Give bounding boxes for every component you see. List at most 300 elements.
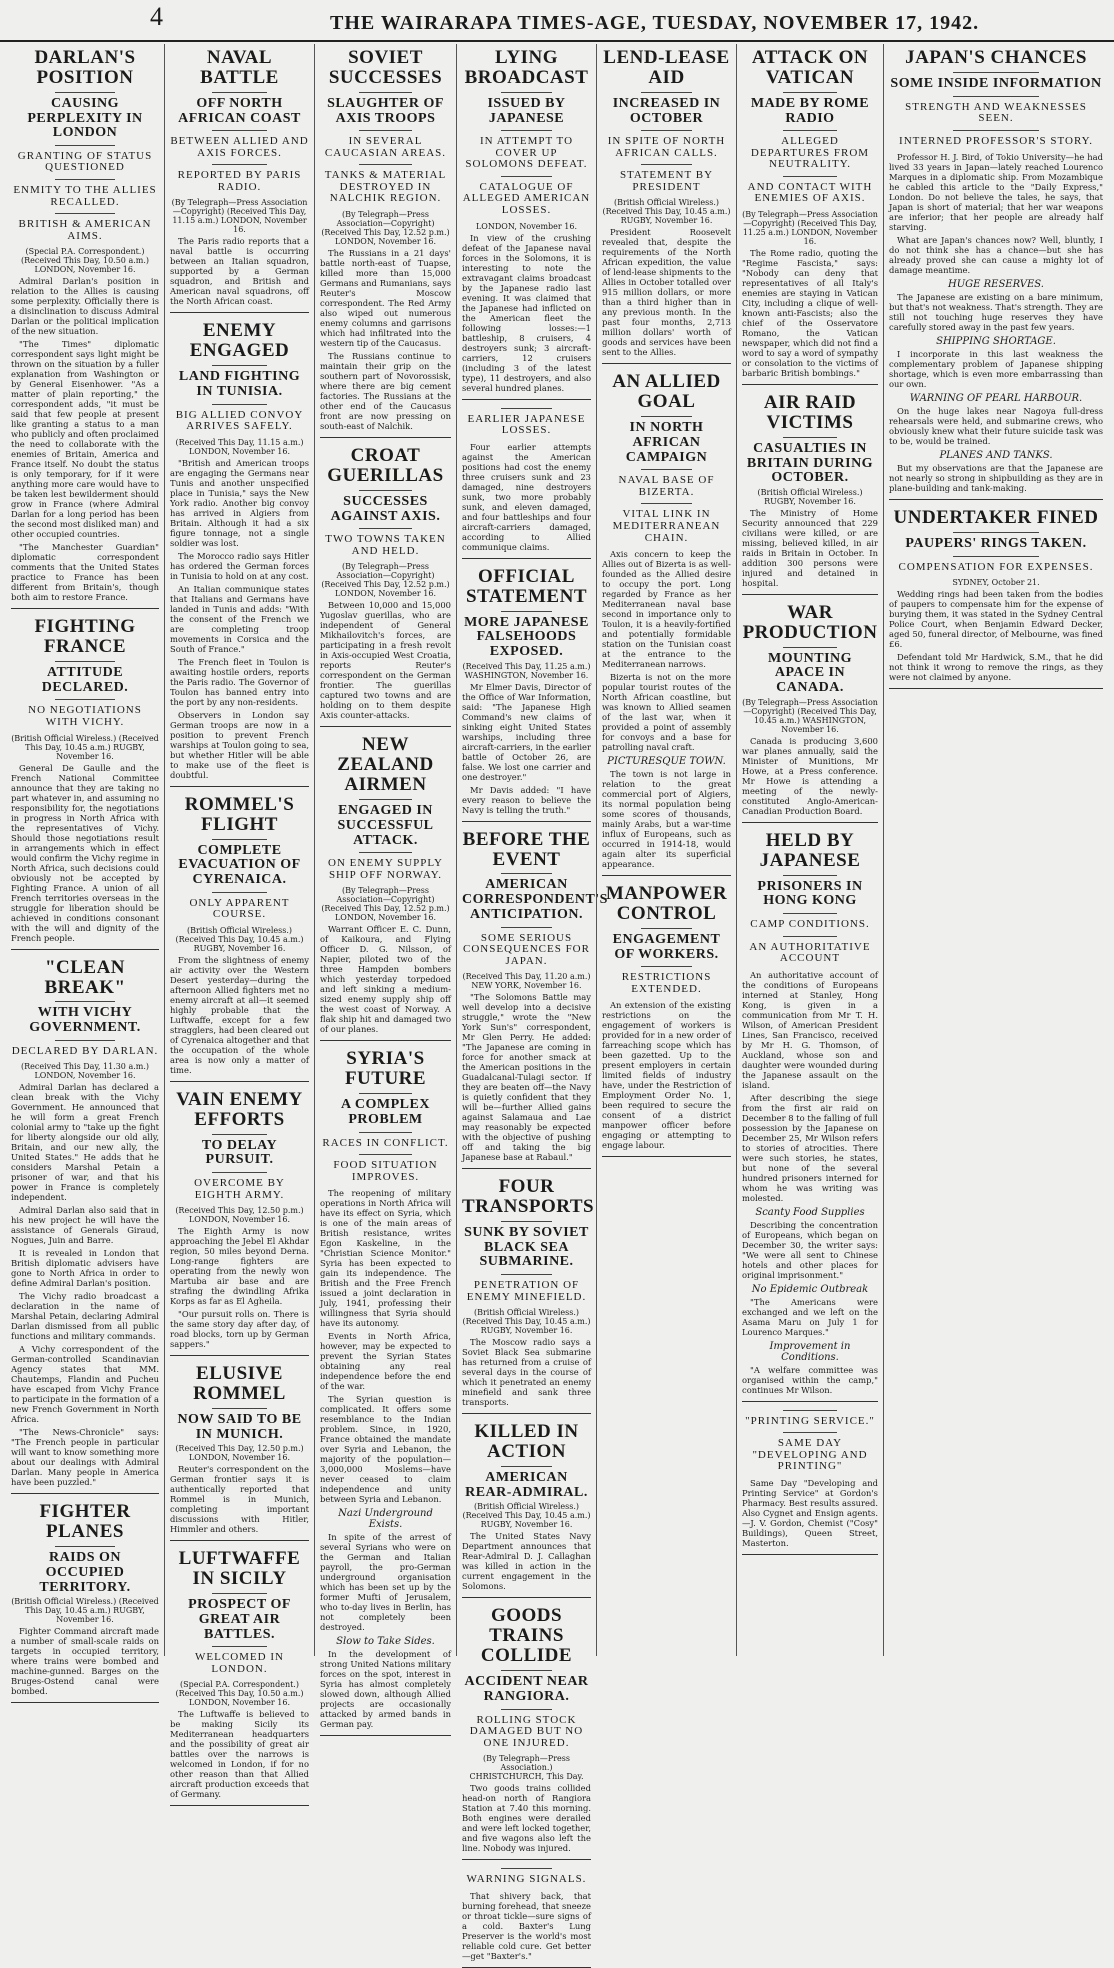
story-dateline: (Special P.A. Correspondent.) (Received This Day, 10.50 a.m.) LONDON, November 16. [175,1680,304,1708]
story-deck: TWO TOWNS TAKEN AND HELD. [325,533,446,557]
story-deck: AMERICAN CORRESPONDENT'S ANTICIPATION. [462,877,608,922]
story-paragraph: General De Gaulle and the French National Committee announce that they are taking no part whatever in, and assuming no responsibility for, the negotiations in progress in North Africa with the representatives of Vichy. Should those negotiations result in arrangements which in effect would confirm the Vichy regime in North Africa, such decisions could obviously not be accepted by Fighting France. A union of all French territories overseas in the struggle for liberation should be achieved in conditions consonant with the will and dignity of the French people. [11,762,159,943]
story-dateline: (By Telegraph—Press Association.) CHRISTCHURCH, This Day. [469,1754,584,1782]
headline-rule [55,179,114,180]
story-divider [170,786,309,787]
story-deck: LAND FIGHTING IN TUNISIA. [178,369,301,399]
story [170,1364,309,1541]
headline-rule [55,213,114,214]
story-deck: BRITISH & AMERICAN AIMS. [18,218,152,242]
headline-rule [783,176,837,177]
headline-rule [212,130,268,131]
story-headline: CROAT GUERILLAS [327,444,444,486]
headline-rule [783,647,837,648]
story-paragraph: Events in North Africa, however, may be expected to prevent the Syrian States obtaining any real independence before the end of the war. [320,1331,451,1392]
story-paragraph: Wedding rings had been taken from the bodies of paupers to compensate him for the expense of burying them, it was stated in the Sydney Central Police Court, when Benjamin Edward Decker, aged 50, funeral director, of Melbourne, was fined £6. [889,589,1103,650]
story [170,321,309,786]
story-paragraph: The Russians in a 21 days' battle north-east of Tuapse, killed more than 15,000 Germans and Rumanians, says Reuter's Moscow correspondent. The Red Army also wiped out numerous enemy columns and garrisons which had infiltrated into the western tip of the Caucasus. [320,247,451,348]
story-dateline: (British Official Wireless.) (Received This Day, 10.45 a.m.) RUGBY, November 16. [462,1502,591,1530]
story-paragraph: A Vichy correspondent of the German-controlled Scandinavian Agency states that MM. Chautemps, Flandin and Pucheu have escaped from Vichy France to participate in the formation of a new French Government in North Africa. [11,1344,159,1425]
column-7 [883,44,1108,1656]
story-headline: DARLAN'S POSITION [34,47,136,88]
story [462,48,591,400]
story-deck: PRISONERS IN HONG KONG [757,878,863,909]
story-paragraph: That shivery back, that burning forehead, that sneeze or throat tickle—sure signs of a cold. Baxter's Lung Preserver is the world's most reliable cold cure. Get better—get "Baxter's." [462,1890,591,1961]
headline-rule [55,1001,114,1002]
story-paragraph: The Eighth Army is now approaching the Jebel El Akhdar region, 50 miles beyond Derna. Long-range fighters are operating from the newly won Martuba air base and are strafing the dwindling Afrika Korps as far as El Agheila. [170,1226,309,1307]
story-headline: VAIN ENEMY EFFORTS [176,1088,303,1130]
story-paragraph: Mr Davis added: "I have every reason to believe the Navy is telling the truth." [462,784,591,815]
story-paragraph: The Syrian question is complicated. It offers some resemblance to the Indian problem. Since, in 1920, France obtained the mandate over Syria and Lebanon, the majority of the population—3,000,000 Moslems—have never ceased to claim independence and unity between Syria and Lebanon. [320,1394,451,1505]
headline-rule [55,1546,114,1547]
story-deck: VITAL LINK IN MEDITERRANEAN CHAIN. [612,508,721,544]
story-divider [742,384,878,385]
headline-rule [359,1132,411,1133]
headline-rule [501,1670,553,1671]
story-paragraph: Defendant told Mr Hardwick, S.M., that he did not think it wrong to remove the rings, as they were not claimed by anyone. [889,652,1103,683]
story-deck: IN ATTEMPT TO COVER UP SOLOMONS DEFEAT. [465,135,588,171]
headline-rule [55,1040,114,1041]
story-dateline: (By Telegraph—Press Association—Copyright) (Received This Day, 12.52 p.m.) LONDON, November 16. [321,562,450,599]
story-paragraph: "A welfare committee was organised within the camp," continues Mr Wilson. [742,1364,878,1395]
story-deck: IN SEVERAL CAUCASIAN AREAS. [324,135,447,159]
story-dateline: (British Official Wireless.) (Received This Day, 10.45 a.m.) RUGBY, November 16. [11,733,159,761]
story-paragraph: The reopening of military operations in North Africa will have its effect on Syria, which is one of the main areas of British resistance, writes Egon Kaskeline, in the "Christian Science Monitor." Syria has been expected to gain its independence. The British and the Free French issued a joint declaration in July, 1941, professing their willingness that Syria should have its autonomy. [320,1188,451,1329]
story-paragraph: "British and American troops are engaging the Germans near Tunis and another unspecified place in Tunisia," says the New York radio. Another big convoy has arrived in Algiers from Britain. Although it had a six figure tonnage, not a single soldier was lost. [170,457,309,548]
story [170,795,309,1082]
story-divider [742,594,878,595]
page-number: 4 [150,2,163,31]
story-subhead: WARNING OF PEARL HARBOUR. [909,393,1083,405]
story-paragraph: The French fleet in Toulon is awaiting hostile orders, reports the Paris radio. The Governor of Toulon has banned entry into the port by any non-residents. [170,656,309,707]
headline-rule [953,96,1039,97]
story-deck: ENGAGED IN SUCCESSFUL ATTACK. [337,803,434,848]
story-deck: SOME INSIDE INFORMATION [890,75,1102,91]
story-paragraph: Warrant Officer E. C. Dunn, of Kaikoura, and Flying Officer D. G. Nilsson, of Napier, piloted two of the three Hampden bombers which yesterday torpedoed and left sinking a medium-sized enemy supply ship off the west coast of Norway. A flak ship hit and damaged two of our planes. [320,924,451,1035]
story-paragraph: Between 10,000 and 15,000 Yugoslav guerillas, who are independent of General Mikhailovitch's forces, are participating in a fresh revolt in Axis-occupied West Croatia, reports Reuter's correspondent on the German frontier. The guerillas captured two towns and are holding on to them despite Axis counter-attacks. [320,600,451,721]
story-deck: AN AUTHORITATIVE ACCOUNT [749,940,871,965]
story [742,603,878,823]
story-divider [11,1702,159,1703]
story-deck: TANKS & MATERIAL DESTROYED IN NALCHIK REGION. [324,169,447,205]
story-deck: ISSUED BY JAPANESE [487,95,566,126]
headline-rule [359,164,411,165]
story-deck: CAUSING PERPLEXITY IN LONDON [27,95,143,141]
story-deck: "PRINTING SERVICE." [745,1414,875,1427]
headline-rule [359,528,411,529]
story-deck: AND CONTACT WITH ENEMIES OF AXIS. [747,180,873,205]
story-divider [170,312,309,313]
story-divider [742,1554,878,1555]
headline-rule [212,1172,268,1173]
story-paragraph: "The Solomons Battle may well develop into a decisive struggle," wrote the "New York Sun's" correspondent, Mr Glen Perry. He added: "The Japanese are coming in force for another smack at the American positions in the Guadalcanal-Tulagi sector. If they are beaten off—the Navy is quietly confident that they will be—further Allied gains against Salamaua and Lae may reasonably be expected with the objective of pushing off and taking the big Japanese base at Rabaul." [462,992,591,1163]
story-subhead: Slow to Take Sides. [336,1636,435,1648]
story-divider [889,499,1103,500]
story-headline: UNDERTAKER FINED [893,507,1099,529]
story-deck: NOW SAID TO BE IN MUNICH. [177,1412,302,1442]
story-deck: WARNING SIGNALS. [466,1873,587,1886]
headline-rule [501,92,553,93]
headline-rule [641,928,693,929]
story-divider [11,949,159,950]
story-deck: MADE BY ROME RADIO [750,95,870,126]
story [742,1410,878,1555]
columns-container [6,44,1108,1961]
story-headline: AIR RAID VICTIMS [763,391,857,433]
story-paragraph: Describing the concentration of Europeans, which began on December 30, the writer says: "We were all sent to Chinese hotels and other places for original imprisonment." [742,1219,878,1280]
story-paragraph: In the development of strong United Nations military forces on the spot, interest in Syria has almost completely slowed down, although Allied projects are occasionally attacked by armed bands in German pay. [320,1649,451,1730]
headline-rule [212,365,268,366]
story-dateline: (Received This Day, 11.15 a.m.) LONDON, November 16. [175,437,304,456]
story [320,48,451,438]
headline-rule [359,92,411,93]
story-subhead: Nazi Underground Exists. [338,1508,433,1531]
headline-rule [501,1221,553,1222]
story-headline: SYRIA'S FUTURE [344,1048,427,1090]
headline-rule [641,966,693,967]
story-deck: ON ENEMY SUPPLY SHIP OFF NORWAY. [328,857,443,881]
story-subhead: HUGE RESERVES. [948,279,1044,291]
story-paragraph: The Rome radio, quoting the "Regime Fascista," says: "Nobody can deny that representatives of all Italy's enemies are staying in Vatican City, including a clique of well-known anti-Fascists; also the chief of the Osservatore Romano, the Vatican newspaper, which did not find a word to say a word of sympathy or consolation to the victims of barbaric British bombings." [742,247,878,378]
story-divider [742,822,878,823]
story-deck: BETWEEN ALLIED AND AXIS FORCES. [170,135,309,159]
story [462,1606,591,1860]
story-dateline: (Special P.A. Correspondent.) (Received This Day, 10.50 a.m.) LONDON, November 16. [21,247,149,275]
story-paragraph: The Russians continue to maintain their grip on the southern part of Novorossisk, where there are big cement factories. The Russians at the other end of the Caucasus front are now pressing on south-east of Nalchik. [320,350,451,431]
story-paragraph: The Ministry of Home Security announced that 229 civilians were killed, or are missing, believed killed, in air raids in Britain in October. In addition 300 persons were injured and detained in hospital. [742,507,878,588]
story-paragraph: On the huge lakes near Nagoya full-dress rehearsals were held, and submarine crews, who obviously knew what their future suicide task was to be, would be trained. [889,406,1103,447]
story-dateline: (Received This Day, 11.25 a.m.) WASHINGTON, November 16. [462,661,591,680]
story-dateline: SYDNEY, October 21. [952,578,1040,588]
story-deck: NO NEGOTIATIONS WITH VICHY. [28,704,142,729]
story-paragraph: What are Japan's chances now? Well, bluntly, I do not think she has a chance—but she has already proved she can cause a mighty lot of damage meantime. [889,235,1103,276]
story-dateline: (British Official Wireless.) (Received This Day, 10.45 a.m.) RUGBY, November 16. [11,1597,159,1625]
story-paragraph: Axis concern to keep the Allies out of Bizerta is as well-founded as the Allied desire to occupy the port. Long regarded by France as her Mediterranean naval base second in importance only to Toulon, it is a heavily-fortified and potentially formidable station on the Tunisian coast at the entrance to the Mediterranean narrows. [602,549,731,670]
story-deck: RAIDS ON OCCUPIED TERRITORY. [39,1550,131,1595]
story-divider [602,363,731,364]
story-dateline: (By Telegraph—Press Association—Copyright) (Received This Day, 10.45 a.m.) WASHINGTON, November 16. [742,697,878,734]
story-headline: FIGHTER PLANES [39,1501,131,1543]
story-divider [462,399,591,400]
story-deck: COMPLETE EVACUATION OF CYRENAICA. [178,842,301,888]
headline-rule [641,469,693,470]
story-deck: MORE JAPANESE FALSEHOODS EXPOSED. [464,614,589,659]
story-divider [320,726,451,727]
story-divider [170,1540,309,1541]
story-deck: OVERCOME BY EIGHTH ARMY. [194,1177,285,1201]
story-divider [462,1168,591,1169]
story-deck: AMERICAN REAR-ADMIRAL. [465,1470,588,1500]
story-dateline: (By Telegraph—Press Association—Copyright) (Received This Day, 11.25 a.m.) LONDON, November 16. [742,209,878,246]
story-headline: NAVAL BATTLE [200,47,279,88]
story-dateline: (British Official Wireless.) (Received This Day, 10.45 a.m.) RUGBY, November 16. [462,1308,591,1336]
story-headline: FIGHTING FRANCE [34,616,136,658]
column-5 [596,44,736,1656]
story [889,48,1103,500]
story-deck: ROLLING STOCK DAMAGED BUT NO ONE INJURED. [469,1713,584,1749]
story-paragraph: The Morocco radio says Hitler has ordered the German forces in Tunisia to hold on at any cost. [170,550,309,581]
story [742,48,878,385]
story-subhead: PICTURESQUE TOWN. [607,756,726,768]
headline-rule [783,913,837,914]
story-deck: CAMP CONDITIONS. [750,918,870,931]
story-deck: WELCOMED IN LONDON. [195,1651,284,1675]
story-deck: CATALOGUE OF ALLEGED AMERICAN LOSSES. [462,180,591,216]
story-divider [320,1735,451,1736]
story-paragraph: From the slightness of enemy air activity over the Western Desert yesterday—during the afternoon Allied fighters met no enemy aircraft at all—it seemed highly probable that the Luftwaffe, except for a few stragglers, had been cleared out of Cyrenaica altogether and that the occupation of the whole area is now only a matter of time. [170,954,309,1075]
column-2 [164,44,314,1800]
story-subhead: Improvement in Conditions. [769,1340,851,1363]
story [170,48,309,313]
headline-rule [359,130,411,131]
headline-rule [212,1408,268,1409]
story [462,1868,591,1968]
story-dateline: (British Official Wireless.) (Received This Day, 10.45 a.m.) RUGBY, November 16. [602,198,731,226]
story-headline: KILLED IN ACTION [474,1421,579,1463]
story-deck: NAVAL BASE OF BIZERTA. [618,474,715,498]
story-deck: TO DELAY PURSUIT. [201,1137,278,1168]
headline-rule [501,611,553,612]
story-paragraph: "The Manchester Guardian" diplomatic correspondent comments that the United States practice to France has been different from Britain's, though both aim to restore France. [11,542,159,603]
headline-rule [953,532,1039,533]
headline-rule [212,92,268,93]
story-headline: BEFORE THE EVENT [462,828,591,870]
story-paragraph: Admiral Darlan has declared a clean break with the Vichy Government. He announced that he will form a great French colonial army to "take up the fight for liberty alongside our old ally, Britain, and our new ally, the United States." He adds that he considers Marshal Petain a prisoner of war, and that his power in France is completely independent. [11,1082,159,1203]
story-paragraph: The Paris radio reports that a naval battle is occurring between an Italian squadron, supported by a German squadron, and British and American naval squadrons, off the North African coast. [170,236,309,307]
story [11,48,159,609]
story-divider [320,1040,451,1041]
story-dateline: (Received This Day, 12.50 p.m.) LONDON, November 16. [175,1206,304,1225]
story-paragraph: Admiral Darlan's position in relation to the Allies is causing some perplexity. Officially there is a disinclination to discuss Admiral Darlan or the political implication of the new situation. [11,276,159,337]
story [11,958,159,1495]
story-deck: SUNK BY SOVIET BLACK SEA SUBMARINE. [464,1225,589,1270]
story-deck: ENGAGEMENT OF WORKERS. [612,931,721,962]
story-deck: SOME SERIOUS CONSEQUENCES FOR JAPAN. [463,931,590,967]
story-deck: GRANTING OF STATUS QUESTIONED [17,149,153,174]
story-deck: PAUPERS' RINGS TAKEN. [905,536,1087,552]
headline-rule [359,852,411,853]
story-headline: WAR PRODUCTION [742,601,878,643]
story [11,1502,159,1703]
story-deck: WITH VICHY GOVERNMENT. [29,1005,141,1036]
headline-rule [641,164,693,165]
headline-rule [212,1593,268,1594]
story-dateline: (Received This Day, 11.20 a.m.) NEW YORK, November 16. [462,972,591,991]
masthead-title: THE WAIRARAPA TIMES-AGE, TUESDAY, NOVEMBER 17, 1942. [330,12,980,34]
story-subhead: SHIPPING SHORTAGE. [936,336,1056,348]
story [602,372,731,876]
story-paragraph: I incorporate in this last weakness the complementary problem of Japanese shipping shortage, which is even more embarrassing than our own. [889,349,1103,390]
headline-rule [783,130,837,131]
story-paragraph: The Moscow radio says a Soviet Black Sea submarine has returned from a cruise of several days in the course of which it penetrated an enemy minefield and sank three transports. [462,1337,591,1408]
story [462,828,608,1170]
story [742,831,878,1402]
headline-rule [783,92,837,93]
story [11,617,159,949]
story-deck: A COMPLEX PROBLEM [341,1097,430,1127]
story-divider [170,1805,309,1806]
story [742,393,878,595]
headline-rule [212,164,268,165]
story-headline: ELUSIVE ROMMEL [193,1363,286,1405]
story-headline: OFFICIAL STATEMENT [466,565,587,607]
story-divider [462,1597,591,1598]
headline-rule [501,1868,553,1869]
column-6 [736,44,883,1656]
story-deck: MOUNTING APACE IN CANADA. [767,650,853,696]
story-deck: FOOD SITUATION IMPROVES. [333,1159,438,1183]
story-paragraph: The town is not large in relation to the great commercial port of Algiers, its normal population being some scores of thousands, mainly Arabs, but a war-time influx of Europeans, such as occurred in 1914-18, would again alter its superficial appearance. [602,769,731,870]
story-deck: RESTRICTIONS EXTENDED. [621,971,712,995]
headline-rule [783,437,837,438]
story-dateline: (British Official Wireless.) RUGBY, November 16. [757,487,863,506]
story-paragraph: It is revealed in London that British diplomatic advisers have gone to North Africa in order to define Admiral Darlan's position. [11,1248,159,1289]
story-headline: LYING BROADCAST [464,47,589,88]
masthead [0,0,1114,42]
story-paragraph: The United States Navy Department announces that Rear-Admiral D. J. Callaghan was killed in action in the current engagement in the Solomons. [462,1531,591,1592]
story-headline: FOUR TRANSPORTS [462,1176,595,1218]
story-deck: STRENGTH AND WEAKNESSES SEEN. [905,100,1087,125]
story-paragraph: In view of the crushing defeat of the Japanese naval forces in the Solomons, it is interesting to note the extravagant claims broadcast by the Japanese radio last evening. It was claimed that the Japanese had inflicted on the American fleet the following losses:—1 battleship, 8 cruisers, 4 destroyers sunk; 3 aircraft-carriers, 12 cruisers (including 3 of the latest type), 11 destroyers, and also several hundred planes. [462,232,591,393]
story-deck: PROSPECT OF GREAT AIR BATTLES. [188,1597,291,1642]
story-headline: MANPOWER CONTROL [605,883,728,925]
story-divider [462,558,591,559]
story-paragraph: "The Americans were exchanged and we left on the Asama Maru on July 1 for Lourenco Marques." [742,1296,878,1337]
story-paragraph: The Luftwaffe is believed to be making Sicily its Mediterranean headquarters and the possibility of great air battles over the narrows is welcomed in London, if for no other reason than that Allied aircraft production exceeds that of Germany. [170,1709,309,1800]
column-1 [6,44,164,1697]
story-dateline: (Received This Day, 11.30 a.m.) LONDON, November 16. [21,1062,149,1081]
headline-rule [783,1410,837,1411]
story-headline: ROMMEL'S FLIGHT [184,793,295,835]
headline-rule [55,661,114,662]
story-dateline: LONDON, November 16. [475,221,578,231]
headline-rule [501,130,553,131]
story [602,884,731,1157]
story-paragraph: "The Times" diplomatic correspondent says light might be thrown on the situation by a fuller explanation from Washington or by General Eisenhower. "As a matter of plain reporting," the correspondent adds, "it must be said that few people at present like granting a status to a man who publicly and often proclaimed the need to collaborate with the enemies of Britain, America and France itself. No doubt the status is only temporary, for if it were anything more care would have to be taken lest bewilderment should grow in France (where Admiral Darlan for a long period has been the second most disliked man) and other occupied countries. [11,339,159,540]
story-deck: CASUALTIES IN BRITAIN DURING OCTOBER. [746,440,874,486]
story-deck: RACES IN CONFLICT. [322,1136,449,1149]
story-divider [320,437,451,438]
story-headline: GOODS TRAINS COLLIDE [480,1605,573,1667]
story-divider [889,688,1103,689]
story [462,1422,591,1598]
headline-rule [501,873,553,874]
story-headline: HELD BY JAPANESE [759,829,861,871]
column-3 [314,44,456,1730]
story [320,1049,451,1736]
story [462,408,591,559]
story-deck: EARLIER JAPANESE LOSSES. [467,412,586,437]
story-paragraph: Observers in London say German troops are now in a position to prevent French warships at Toulon going to sea, but whether Hitler will be able to make use of the fleet is doubtful. [170,709,309,780]
story-deck: REPORTED BY PARIS RADIO. [177,169,302,193]
story [170,1549,309,1806]
story-deck: STATEMENT BY PRESIDENT [619,169,714,193]
story-paragraph: In spite of the arrest of several Syrians who were on the German and Italian payroll, the pro-German underground organisation which has been set up by the former Mufti of Jerusalem, who to-day lives in Berlin, has not completely been destroyed. [320,1532,451,1633]
headline-rule [359,799,411,800]
headline-rule [212,839,268,840]
story-deck: PENETRATION OF ENEMY MINEFIELD. [466,1279,587,1303]
story-divider [462,1859,591,1860]
story-deck: BIG ALLIED CONVOY ARRIVES SAFELY. [175,408,304,433]
story-paragraph: Professor H. J. Bird, of Tokio University—he had lived 33 years in Japan—lately reached Lourenco Marques in a diplomatic ship. From Mozambique he cabled this article to the "Daily Express," London. Do not believe the tales, he says, that Japan is short of material; that her war weapons are inferior; that her people are already half starving. [889,152,1103,233]
headline-rule [641,92,693,93]
story-deck: INTERNED PROFESSOR'S STORY. [899,134,1093,147]
headline-rule [641,130,693,131]
story-subhead: No Epidemic Outbreak [751,1283,869,1295]
headline-rule [783,875,837,876]
headline-rule [501,1709,553,1710]
story-divider [462,1413,591,1414]
story-deck: DECLARED BY DARLAN. [11,1044,159,1057]
headline-rule [501,1466,553,1467]
story-paragraph: But my observations are that the Japanese are not nearly so strong in shipbuilding as they are in plane-building and tank-making. [889,463,1103,494]
story [889,508,1103,689]
headline-rule [359,1154,411,1155]
story-paragraph: Canada is producing 3,600 war planes annually, said the Minister of Munitions, Mr Howe, at a Press conference. Mr Howe is attending a meeting of the newly-constituted Anglo-American-Canadian Production Board. [742,735,878,816]
headline-rule [55,699,114,700]
story [170,1090,309,1356]
headline-rule [641,503,693,504]
story-deck: SLAUGHTER OF AXIS TROOPS [327,95,444,126]
headline-rule [783,1432,837,1433]
story-paragraph: President Roosevelt revealed that, despite the requirements of the North African expedition, the value of lend-lease shipments to the Allies in October totalled over 915 million dollars, or more than a third higher than in any previous month. In the past four months, 2,713 million dollars' worth of goods and services have been sent to the Allies. [602,227,731,358]
story-paragraph: An authoritative account of the conditions of Europeans interned at Stanley, Hong Kong, is given in a communication from Mr T. H. Wilson, of American President Lines, San Francisco, received by Mr H. G. Thomson, of Auckland, whose son and daughter were wounded during the Japanese assault on the island. [742,969,878,1090]
headline-rule [501,408,553,409]
story-headline: LUFTWAFFE IN SICILY [178,1548,301,1590]
story-headline: SOVIET SUCCESSES [328,47,443,88]
story-divider [11,608,159,609]
headline-rule [212,892,268,893]
story-deck: INCREASED IN OCTOBER [612,95,721,126]
headline-rule [953,556,1039,557]
headline-rule [55,145,114,146]
story-divider [11,1493,159,1494]
headline-rule [212,1134,268,1135]
story-paragraph: The Japanese are existing on a bare minimum, but that's not weakness. That's strength. They are still not touching huge reserves they have carefully stored away in the past few years. [889,292,1103,333]
story [462,567,591,822]
story-paragraph: An extension of the existing restrictions on the engagement of workers is provided for in a new order of farreaching scope which has been gazetted. Up to the present employers in certain limited fields of industry have, under the Restriction of Employment Order No. 1, been required to secure the consent of a district manpower officer before engaging or attempting to engage labour. [602,1000,731,1151]
headline-rule [212,404,268,405]
headline-rule [212,1646,268,1647]
story-deck: COMPENSATION FOR EXPENSES. [898,560,1094,573]
story-subhead: Scanty Food Supplies [755,1206,865,1218]
story-paragraph: After describing the siege from the first air raid on December 8 to the falling of full possession by the Japanese on December 25, Mr Wilson refers to stories of atrocities. There were such stories, he states, but none of the several hundred prisoners interned for whom he was writing was molested. [742,1092,878,1203]
story-paragraph: "The News-Chronicle" says: "The French people in particular will want to know something more about our dealings with Admiral Darlan. Many people in America have been puzzled." [11,1427,159,1488]
story [462,1176,595,1414]
headline-rule [953,130,1039,131]
story-dateline: (By Telegraph—Press Association—Copyright) (Received This Day, 11.15 a.m.) LONDON, November 16. [171,198,308,235]
story-headline: ATTACK ON VATICAN [751,47,869,88]
story-deck: OFF NORTH AFRICAN COAST [178,95,301,126]
headline-rule [501,927,553,928]
story [602,48,731,364]
story-deck: IN SPITE OF NORTH AFRICAN CALLS. [607,135,726,159]
story-paragraph: "Our pursuit rolls on. There is the same story day after day, of road blocks, torn up by German sappers." [170,1309,309,1350]
story-headline: LEND-LEASE AID [603,47,730,88]
story-headline: "CLEAN BREAK" [44,956,126,998]
story-divider [742,1401,878,1402]
story-dateline: (British Official Wireless.) (Received This Day, 10.45 a.m.) RUGBY, November 16. [175,925,304,953]
story-paragraph: Mr Elmer Davis, Director of the Office of War Information, said: "The Japanese High Command's new claims of sinking eight United States warships, including three aircraft-carriers, in the earlier battle of October 26, are false. We lost one carrier and one destroyer." [462,681,591,782]
story-divider [170,1355,309,1356]
story-dateline: (By Telegraph—Press Association—Copyright) (Received This Day, 12.52 p.m.) LONDON, November 16. [321,209,450,246]
headline-rule [783,936,837,937]
story-paragraph: Two goods trains collided head-on north of Rangiora Station at 7.40 this morning. Both engines were derailed and were left locked together, and five wagons also left the line. Nobody was injured. [462,1783,591,1854]
column-4 [456,44,608,1961]
headline-rule [501,176,553,177]
story [320,735,451,1041]
story-headline: NEW ZEALAND AIRMEN [337,734,434,796]
